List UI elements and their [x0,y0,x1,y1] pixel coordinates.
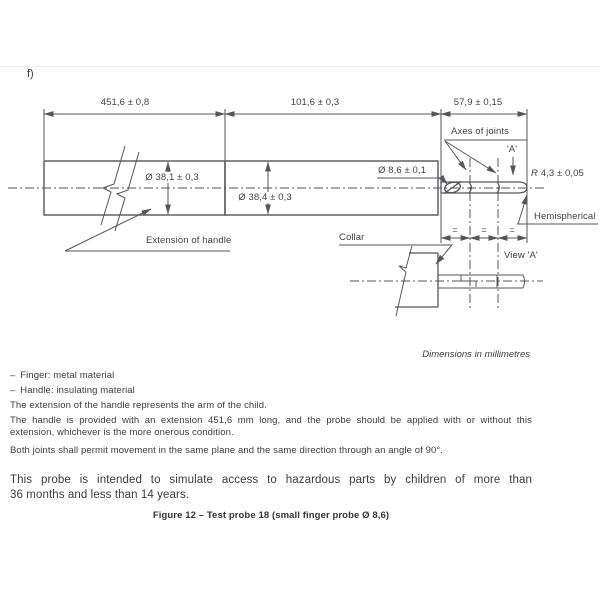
hemispherical-label: Hemispherical [534,211,596,222]
collar-label: Collar [339,232,365,243]
section-label: f) [27,68,34,80]
joints-note: Both joints shall permit movement in the same plane and the same direction through an angle of 90°. [10,445,444,456]
view-marker-label: 'A' [506,144,518,155]
dimensions-unit-note: Dimensions in millimetres [422,349,530,360]
handle-material-note: – Handle: insulating material [10,385,135,396]
finger-diameter-dimension: Ø 8,6 ± 0,1 [377,165,427,176]
extension-diameter-dimension: Ø 38,1 ± 0,3 [145,172,199,183]
extension-of-handle-label: Extension of handle [146,235,232,246]
figure-caption: Figure 12 – Test probe 18 (small finger probe Ø 8,6) [152,510,390,521]
notes-block [10,370,532,522]
extension-length-dimension: 451,6 ± 0,8 [100,97,150,108]
centre-lines [8,158,545,308]
equal-mark-3: = [509,225,515,235]
handle-note-line-1: The handle is provided with an extension 451,6 mm long, and the probe should be applied with or without this [10,415,532,426]
probe-purpose-note [10,473,532,503]
axes-of-joints-label: Axes of joints [451,126,509,137]
collar-leader [339,245,452,264]
finger-length-dimension: 57,9 ± 0,15 [453,97,503,108]
handle-length-dimension: 101,6 ± 0,3 [290,97,340,108]
handle-note-line-2: extension, whichever is the more onerous condition. [10,427,234,438]
handle-note [10,415,532,439]
handle-diameter-dimension: Ø 38,4 ± 0,3 [238,192,292,203]
tip-radius-dimension: R 4,3 ± 0,05 [531,168,584,179]
probe-note-line-2: 36 months and less than 14 years. [10,489,190,501]
view-a-label: View 'A' [504,250,538,261]
probe-note-line-1: This probe is intended to simulate access to hazardous parts by children of more than [10,474,532,486]
finger-diameter-leader [377,178,447,184]
extension-note: The extension of the handle represents the arm of the child. [10,400,267,411]
equal-mark-2: = [481,225,487,235]
finger-material-note: – Finger: metal material [10,370,115,381]
equal-mark-1: = [452,225,458,235]
